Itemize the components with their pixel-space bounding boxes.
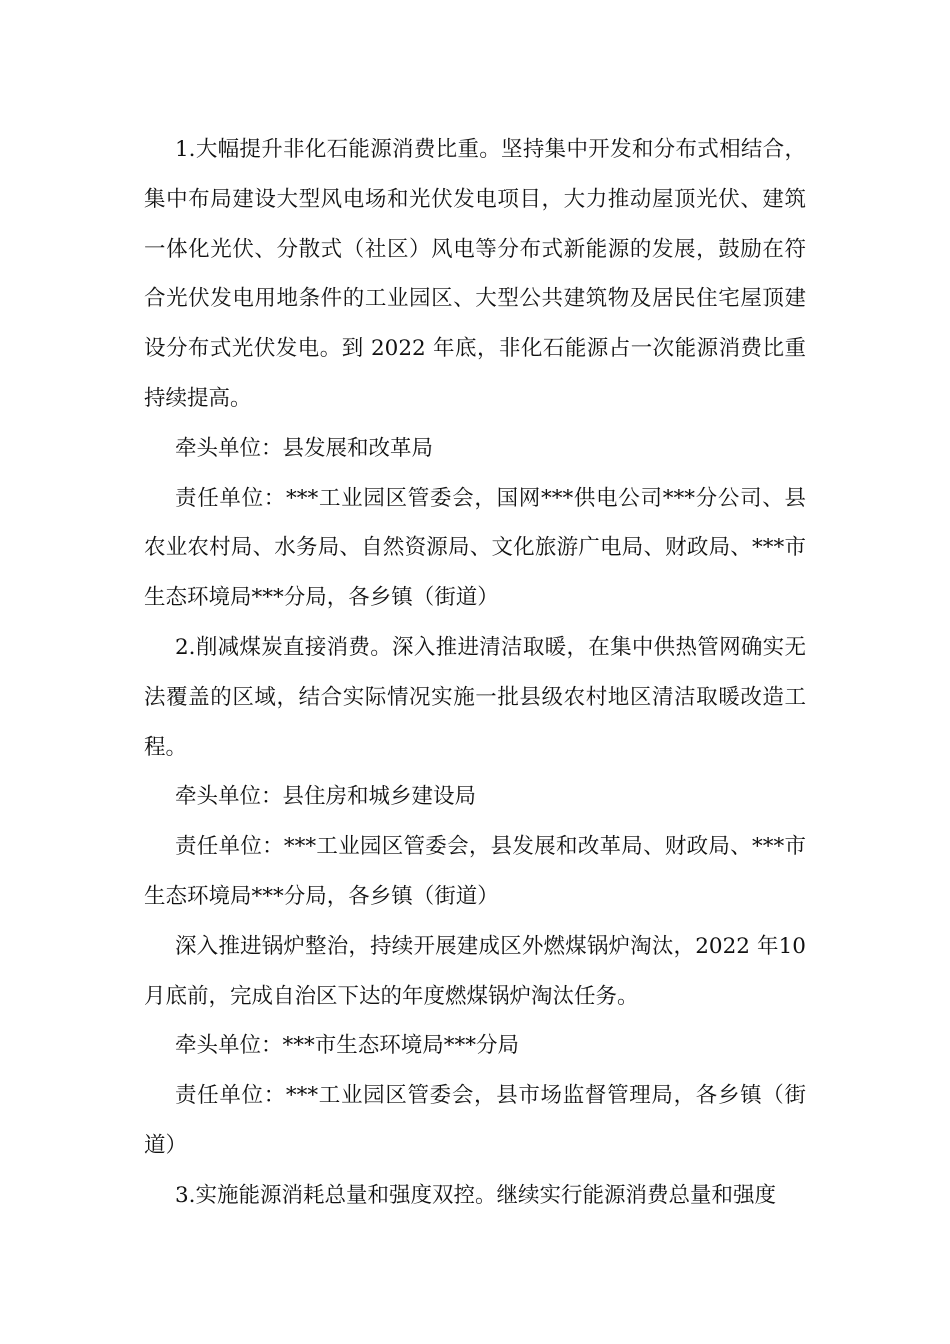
paragraph-responsible-units-2: 责任单位：***工业园区管委会，县发展和改革局、财政局、***市生态环境局***分局，各乡镇（街道） — [144, 834, 806, 909]
paragraph-reduce-coal: 2.削减煤炭直接消费。深入推进清洁取暖，在集中供热管网确实无法覆盖的区域，结合实际情况实施一批县级农村地区清洁取暖改造工程。 — [144, 634, 806, 760]
paragraph-lead-unit-3: 牵头单位：***市生态环境局***分局 — [175, 1033, 520, 1059]
paragraph-nonfossil-energy: 1.大幅提升非化石能源消费比重。坚持集中开发和分布式相结合，集中布局建设大型风电场和光伏发电项目，大力推动屋顶光伏、建筑一体化光伏、分散式（社区）风电等分布式新能源的发展，鼓励在符合光伏发电用地条件的工业园区、大型公共建筑物及居民住宅屋顶建设分布式光伏发电。到 2022 年底，非化石能源占一次能源消费比重持续提高。 — [144, 137, 806, 411]
paragraph-lead-unit-1: 牵头单位：县发展和改革局 — [175, 435, 434, 461]
paragraph-lead-unit-2: 牵头单位：县住房和城乡建设局 — [175, 784, 477, 810]
paragraph-responsible-units-1: 责任单位：***工业园区管委会，国网***供电公司***分公司、县农业农村局、水务局、自然资源局、文化旅游广电局、财政局、***市生态环境局***分局，各乡镇（街道） — [144, 485, 806, 611]
paragraph-boiler-renovation: 深入推进锅炉整治，持续开展建成区外燃煤锅炉淘汰，2022 年10 月底前，完成自治区下达的年度燃煤锅炉淘汰任务。 — [144, 933, 806, 1009]
paragraph-responsible-units-3: 责任单位：***工业园区管委会，县市场监督管理局，各乡镇（街道） — [144, 1083, 806, 1158]
document-body — [144, 125, 806, 1221]
paragraph-dual-control: 3.实施能源消耗总量和强度双控。继续实行能源消费总量和强度 — [175, 1182, 777, 1208]
